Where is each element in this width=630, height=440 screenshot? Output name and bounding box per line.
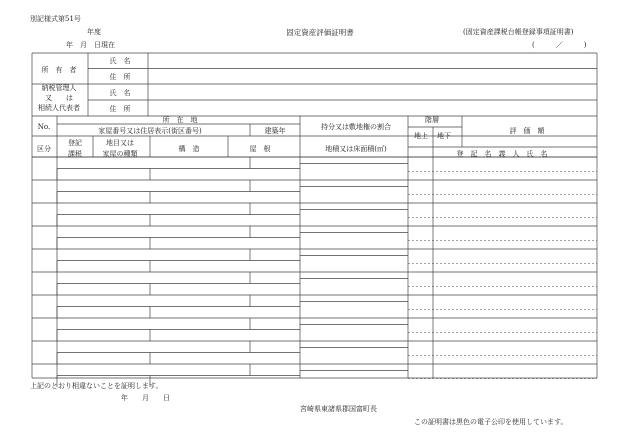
form-number: 別記様式第51号: [30, 15, 81, 23]
taxpayer-address-label: 住 所: [109, 105, 131, 113]
col-land-type-2: 家屋の種類: [102, 150, 138, 158]
col-land-type-1: 地目又は: [106, 139, 134, 147]
col-area: 地積又は床面積(㎡): [325, 145, 387, 153]
col-category: 区分: [37, 145, 51, 153]
document-subtitle: (固定資産課税台帳登録事項証明書): [463, 28, 574, 36]
electronic-seal-note: この証明書は黒色の電子公印を使用しています。: [414, 418, 568, 426]
taxpayer-label-1: 納税管理人: [41, 84, 77, 92]
taxpayer-label-3: 相続人代表者: [38, 104, 80, 112]
col-share: 持分又は敷地権の割合: [321, 123, 391, 131]
owner-address-label: 住 所: [109, 73, 131, 81]
col-above: 地上: [414, 132, 428, 140]
document-title: 固定資産評価証明書: [286, 28, 354, 37]
col-no: No.: [37, 123, 51, 131]
col-registered-name: 登 記 名 義 人 氏 名: [456, 150, 548, 158]
taxpayer-name-label: 氏 名: [109, 89, 131, 97]
col-registered: 登記: [68, 139, 82, 147]
certification-date: 年 月 日: [121, 394, 170, 402]
col-year-built: 建築年: [264, 127, 286, 135]
as-of-date: 年 月 日現在: [66, 41, 115, 49]
col-below: 地下: [437, 132, 451, 140]
certification-statement: 上記のとおり相違ないことを証明します。: [30, 382, 163, 390]
fiscal-year-label: 年度: [87, 28, 101, 36]
col-valuation: 評 価 額: [509, 127, 545, 135]
col-taxed: 課税: [68, 150, 82, 158]
col-house-number: 家屋番号又は住居表示(街区番号): [98, 127, 202, 135]
owner-label: 所 有 者: [41, 66, 77, 74]
owner-name-label: 氏 名: [109, 57, 131, 65]
col-roof: 屋 根: [249, 145, 271, 153]
taxpayer-label-2: 又 は: [45, 94, 73, 102]
col-location: 所 在 地: [162, 116, 198, 124]
col-structure: 構 造: [178, 145, 200, 153]
page-counter: ( ／ ): [532, 41, 587, 49]
col-floors: 階層: [425, 116, 439, 124]
issuer-name: 宮崎県東諸県郡国富町長: [300, 405, 377, 413]
